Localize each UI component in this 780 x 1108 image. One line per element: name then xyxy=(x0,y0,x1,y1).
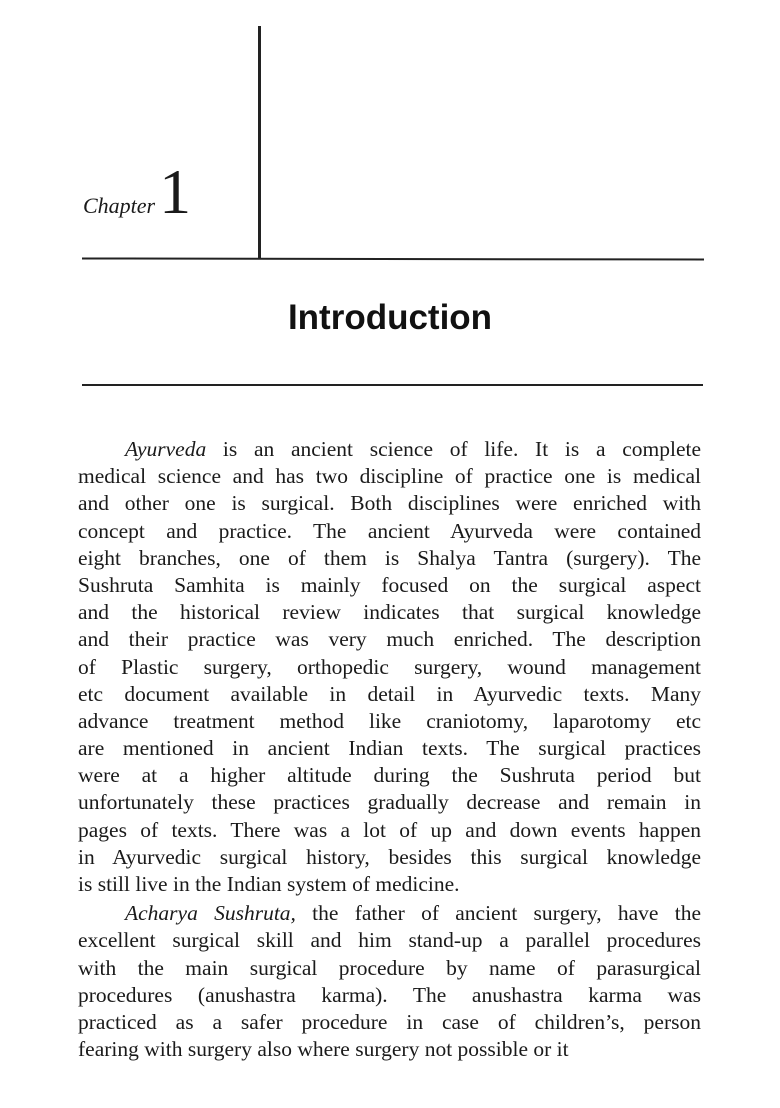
line-text: fearing with surgery also where surgery not possible or it xyxy=(78,1037,569,1062)
line-text: advance treatment method like craniotomy, laparotomy etc xyxy=(78,708,701,733)
line-text: excellent surgical skill and him stand-up a parallel procedures xyxy=(78,928,701,953)
chapter-horizontal-rule xyxy=(82,257,704,260)
text-line xyxy=(78,844,701,871)
italic-lead: Acharya Sushruta, xyxy=(125,901,296,926)
line-text: with the main surgical procedure by name of parasurgical xyxy=(78,955,701,980)
text-line xyxy=(78,762,701,789)
line-text: Sushruta Samhita is mainly focused on the surgical aspect xyxy=(78,572,701,597)
text-line xyxy=(78,871,701,898)
page-title: Introduction xyxy=(287,298,493,337)
text-line xyxy=(78,490,701,517)
text-line xyxy=(78,900,701,927)
line-text: were at a higher altitude during the Sushruta period but xyxy=(78,763,701,788)
text-line xyxy=(78,927,701,954)
line-text: and their practice was very much enriched. The description xyxy=(78,627,701,652)
line-text: practiced as a safer procedure in case of children’s, person xyxy=(78,1009,701,1034)
chapter-number: 1 xyxy=(159,156,192,227)
line-text: the father of ancient surgery, have the xyxy=(295,901,701,926)
text-line xyxy=(78,1036,701,1063)
line-text: are mentioned in ancient Indian texts. The surgical practices xyxy=(78,736,701,761)
line-text: is an ancient science of life. It is a complete xyxy=(206,437,701,461)
text-line xyxy=(78,518,701,545)
text-line xyxy=(78,789,701,816)
text-line xyxy=(78,708,701,735)
line-text: concept and practice. The ancient Ayurveda were contained xyxy=(78,518,701,543)
chapter-heading xyxy=(83,156,192,227)
line-text: and other one is surgical. Both disciplines were enriched with xyxy=(78,491,701,516)
italic-lead: Ayurveda xyxy=(125,437,207,461)
paragraph-2 xyxy=(78,900,701,1063)
text-line xyxy=(78,545,701,572)
line-text: pages of texts. There was a lot of up and down events happen xyxy=(78,817,701,842)
chapter-label: Chapter xyxy=(83,193,156,218)
line-text: procedures (anushastra karma). The anushastra karma was xyxy=(78,982,701,1007)
paragraph-1 xyxy=(78,436,701,898)
line-text: eight branches, one of them is Shalya Tantra (surgery). The xyxy=(78,545,701,570)
text-line xyxy=(78,463,701,490)
text-line xyxy=(78,654,701,681)
text-line xyxy=(78,599,701,626)
text-line xyxy=(78,572,701,599)
line-text: and the historical review indicates that surgical knowledge xyxy=(78,600,701,625)
text-line xyxy=(78,735,701,762)
line-text: etc document available in detail in Ayurvedic texts. Many xyxy=(78,681,701,706)
title-underline-rule xyxy=(82,384,703,386)
line-text: in Ayurvedic surgical history, besides this surgical knowledge xyxy=(78,844,701,869)
chapter-vertical-rule xyxy=(258,26,261,258)
text-line xyxy=(78,955,701,982)
text-line xyxy=(78,817,701,844)
line-text: of Plastic surgery, orthopedic surgery, wound management xyxy=(78,654,701,679)
text-line xyxy=(78,681,701,708)
line-text: is still live in the Indian system of medicine. xyxy=(78,872,460,896)
line-text: medical science and has two discipline of practice one is medical xyxy=(78,464,701,489)
text-line xyxy=(78,436,701,463)
text-line xyxy=(78,626,701,653)
text-line xyxy=(78,982,701,1009)
line-text: unfortunately these practices gradually decrease and remain in xyxy=(78,790,701,815)
text-line xyxy=(78,1009,701,1036)
body-text xyxy=(78,436,701,1063)
